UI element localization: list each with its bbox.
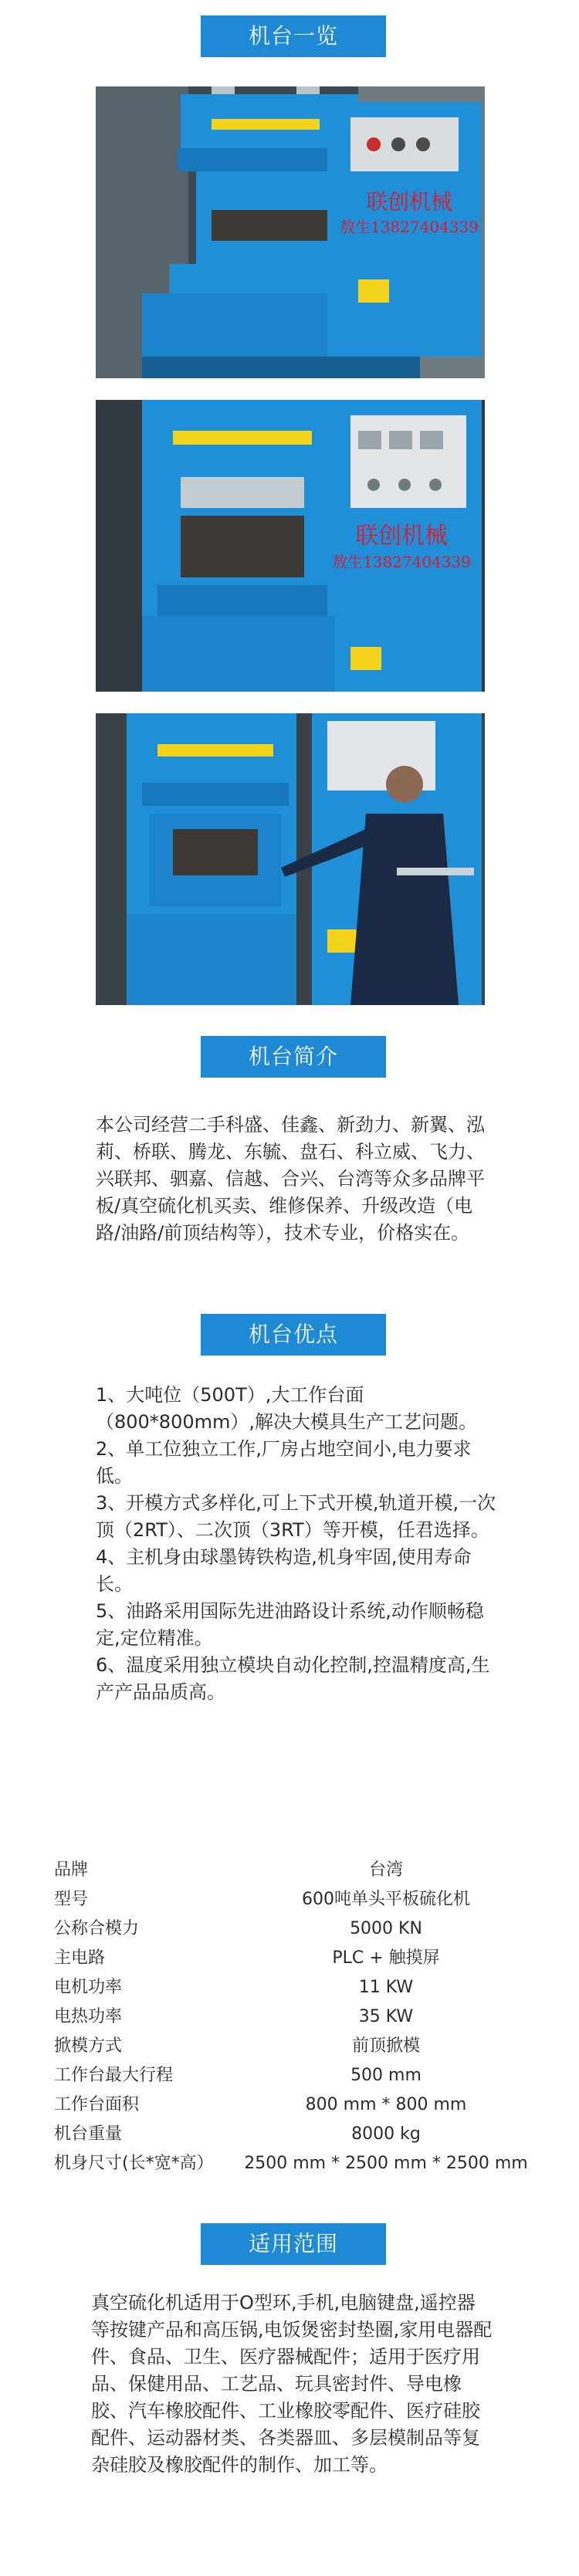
spec-row-max-stroke <box>54 2061 548 2090</box>
spec-value: 5000 KN <box>350 1919 422 1938</box>
spec-key: 机台重量 <box>54 2124 123 2144</box>
spec-key: 品牌 <box>54 1860 89 1880</box>
spec-value: 800 mm * 800 mm <box>305 2095 467 2114</box>
machine-panel-label-2 <box>324 522 479 573</box>
spec-key: 电机功率 <box>54 1978 123 1997</box>
spec-value: 500 mm <box>350 2066 422 2085</box>
section-header-scope: 适用范围 <box>201 2223 386 2265</box>
advantage-item: 5、油路采用国际先进油路设计系统,动作顺畅稳定,定位精准。 <box>96 1600 484 1649</box>
spec-row-model <box>54 1885 548 1914</box>
spec-key: 机身尺寸(长*宽*高） <box>54 2154 214 2173</box>
spec-key: 公称合模力 <box>54 1919 140 1938</box>
machine-photo-2 <box>96 400 485 692</box>
spec-row-heating-power <box>54 2002 548 2032</box>
spec-value: 600吨单头平板硫化机 <box>302 1890 470 1909</box>
spec-value: 11 KW <box>358 1978 414 1997</box>
spec-key: 工作台最大行程 <box>54 2066 174 2085</box>
section-header-intro: 机台简介 <box>201 1036 386 1078</box>
scope-paragraph: 真空硫化机适用于O型环,手机,电脑键盘,遥控器等按键产品和高压锅,电饭煲密封垫圈,家用电器配件、食品、卫生、医疗器械配件；适用于医疗用品、保健用品、工艺品、玩具密封件、导电橡胶、汽车橡胶配件、工业橡胶零配件、医疗硅胶配件、运动器材类、各类器皿、多层模制品等复杂硅胶及橡胶配件的制作、加工等。 <box>91 2292 493 2476</box>
advantages-list <box>96 1382 497 1706</box>
spec-key: 型号 <box>54 1890 89 1909</box>
spec-key: 主电路 <box>54 1948 106 1968</box>
press-machine-with-operator-illustration <box>96 713 485 1005</box>
spec-row-motor-power <box>54 1973 548 2002</box>
spec-row-clamping-force <box>54 1914 548 1944</box>
panel-brand-text: 联创机械 <box>355 523 448 550</box>
panel-contact-text: 敖生13827404339 <box>340 218 479 236</box>
spec-value: 35 KW <box>358 2007 414 2026</box>
advantage-item: 4、主机身由球墨铸铁构造,机身牢固,使用寿命长。 <box>96 1546 472 1595</box>
spec-row-brand <box>54 1856 548 1885</box>
spec-value: 前顶掀模 <box>351 2036 420 2056</box>
advantage-item: 1、大吨位（500T）,大工作台面（800*800mm）,解决大模具生产工艺问题。 <box>96 1384 478 1433</box>
spec-row-main-circuit <box>54 1944 548 1973</box>
spec-value: 8000 kg <box>351 2124 421 2144</box>
advantage-item: 6、温度采用独立模块自动化控制,控温精度高,生产产品品质高。 <box>96 1654 490 1703</box>
panel-contact-text: 敖生13827404339 <box>332 553 471 571</box>
spec-value: 台湾 <box>368 1860 403 1880</box>
spec-row-dimensions <box>54 2149 548 2178</box>
spec-value: PLC + 触摸屏 <box>332 1948 440 1968</box>
advantage-item: 3、开模方式多样化,可上下式开模,轨道开模,一次顶（2RT）、二次顶（3RT）等开模，任君选择。 <box>96 1492 496 1541</box>
spec-row-mold-opening <box>54 2032 548 2061</box>
machine-photo-3 <box>96 713 485 1005</box>
spec-row-platen-area <box>54 2090 548 2120</box>
panel-brand-text: 联创机械 <box>365 189 452 215</box>
intro-paragraph: 本公司经营二手科盛、佳鑫、新劲力、新翼、泓莉、桥联、腾龙、东毓、盘石、科立威、飞力、兴联邦、驷嘉、信越、合兴、台湾等众多品牌平板/真空硫化机买卖、维修保养、升级改造（电路/油路/前顶结构等），技术专业，价格实在。 <box>96 1114 485 1244</box>
spec-key: 电热功率 <box>54 2007 123 2026</box>
spec-value: 2500 mm * 2500 mm * 2500 mm <box>244 2154 528 2173</box>
machine-photo-1 <box>96 86 485 378</box>
section-header-advantages: 机台优点 <box>201 1314 386 1356</box>
advantage-item: 2、单工位独立工作,厂房占地空间小,电力要求低。 <box>96 1438 472 1487</box>
section-header-overview: 机台一览 <box>201 15 386 57</box>
spec-key: 工作台面积 <box>54 2095 140 2114</box>
machine-panel-label-1 <box>340 188 479 238</box>
spec-key: 掀模方式 <box>54 2036 123 2056</box>
spec-row-weight <box>54 2120 548 2149</box>
